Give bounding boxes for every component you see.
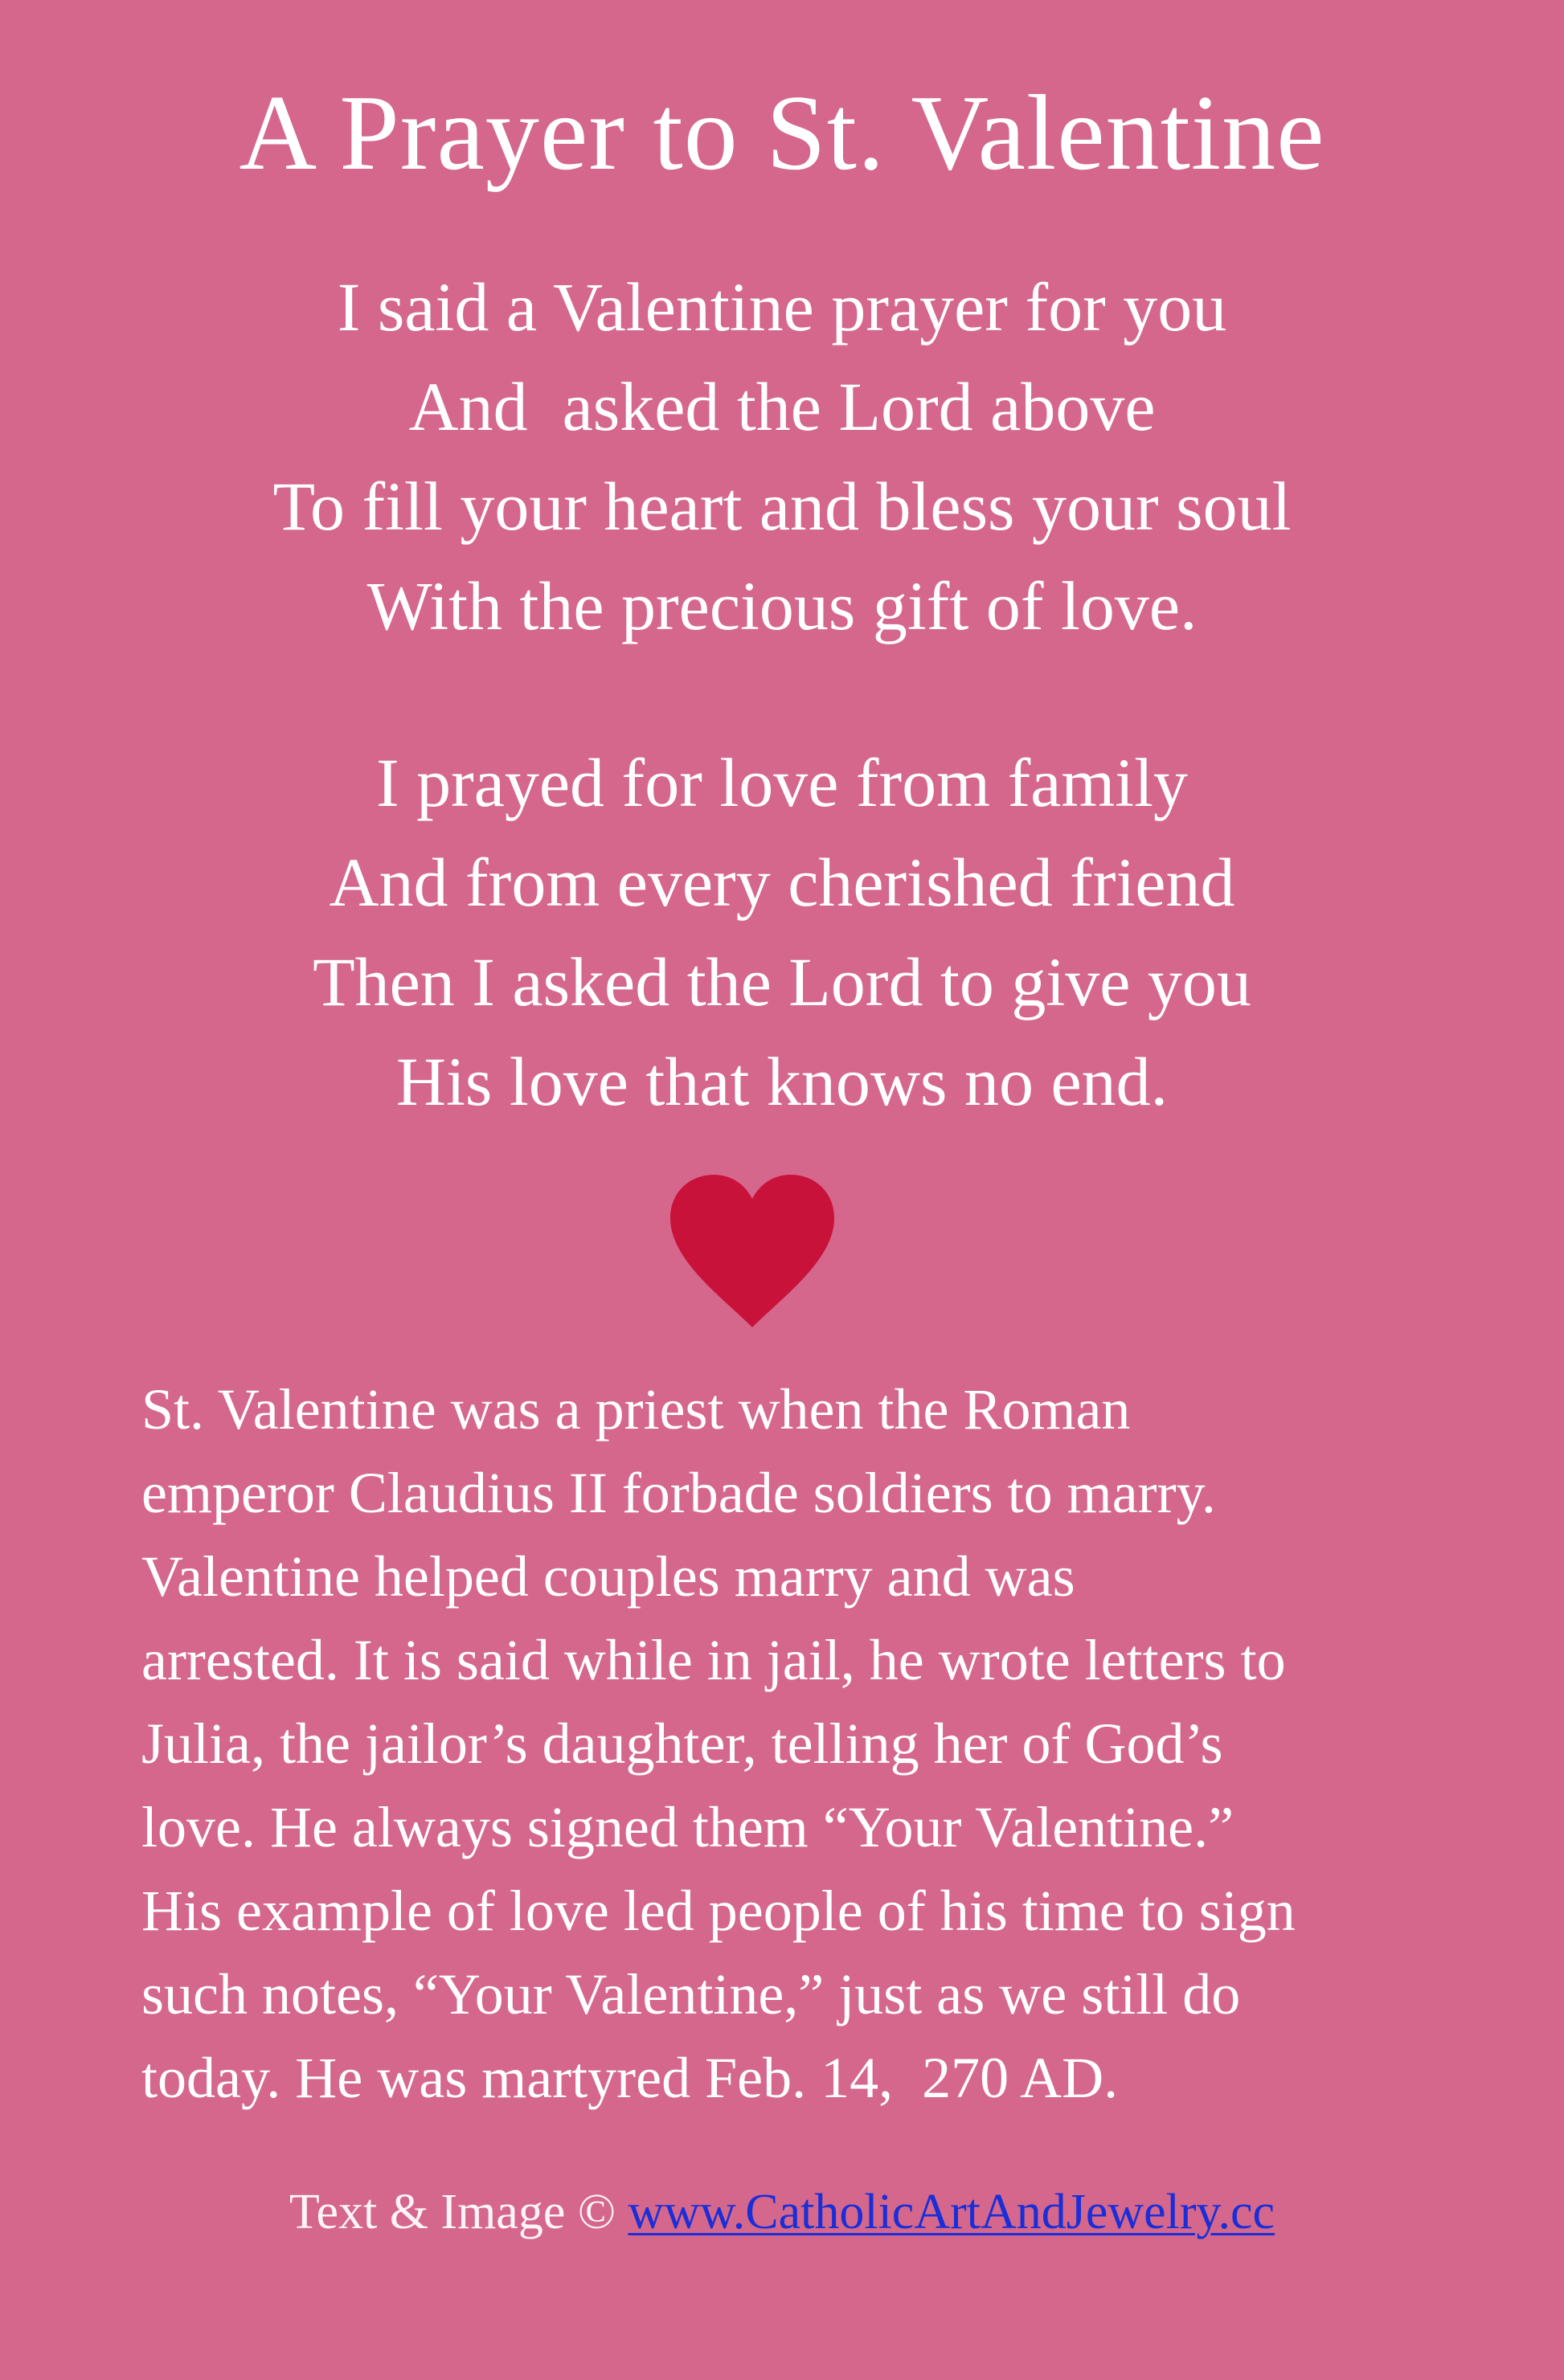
bio-line: St. Valentine was a priest when the Roman [141, 1377, 1131, 1441]
stanza-line: And asked the Lord above [408, 368, 1156, 445]
stanza-line: I prayed for love from family [375, 744, 1189, 821]
stanza-2 [0, 733, 1564, 1131]
biography-paragraph [141, 1368, 1443, 2120]
bio-line: such notes, “Your Valentine,” just as we still do [141, 1962, 1241, 2026]
bio-line: arrested. It is said while in jail, he wrote letters to [141, 1628, 1286, 1692]
stanza-line: His love that knows no end. [395, 1043, 1169, 1120]
bio-line: love. He always signed them “Your Valentine.” [141, 1795, 1234, 1859]
copyright-text: Text & Image © [289, 2185, 628, 2239]
stanza-1 [0, 257, 1564, 656]
stanza-line: With the precious gift of love. [366, 567, 1198, 644]
stanza-line: And from every cherished friend [329, 844, 1235, 921]
website-link[interactable]: www.CatholicArtAndJewelry.cc [628, 2185, 1275, 2239]
credit-line [0, 2176, 1564, 2248]
bio-line: today. He was martyred Feb. 14, 270 AD. [141, 2046, 1119, 2110]
stanza-line: I said a Valentine prayer for you [337, 268, 1227, 346]
bio-line: His example of love led people of his time to sign [141, 1879, 1296, 1943]
bio-line: Valentine helped couples marry and was [141, 1544, 1075, 1609]
bio-line: Julia, the jailor’s daughter, telling her of God’s [141, 1711, 1223, 1776]
heart-icon [665, 1173, 839, 1331]
bio-line: emperor Claudius II forbade soldiers to marry. [141, 1461, 1216, 1525]
heart-shape [670, 1175, 834, 1327]
stanza-line: To fill your heart and bless your soul [272, 468, 1292, 545]
page-title: A Prayer to St. Valentine [239, 73, 1325, 192]
stanza-line: Then I asked the Lord to give you [313, 943, 1251, 1020]
